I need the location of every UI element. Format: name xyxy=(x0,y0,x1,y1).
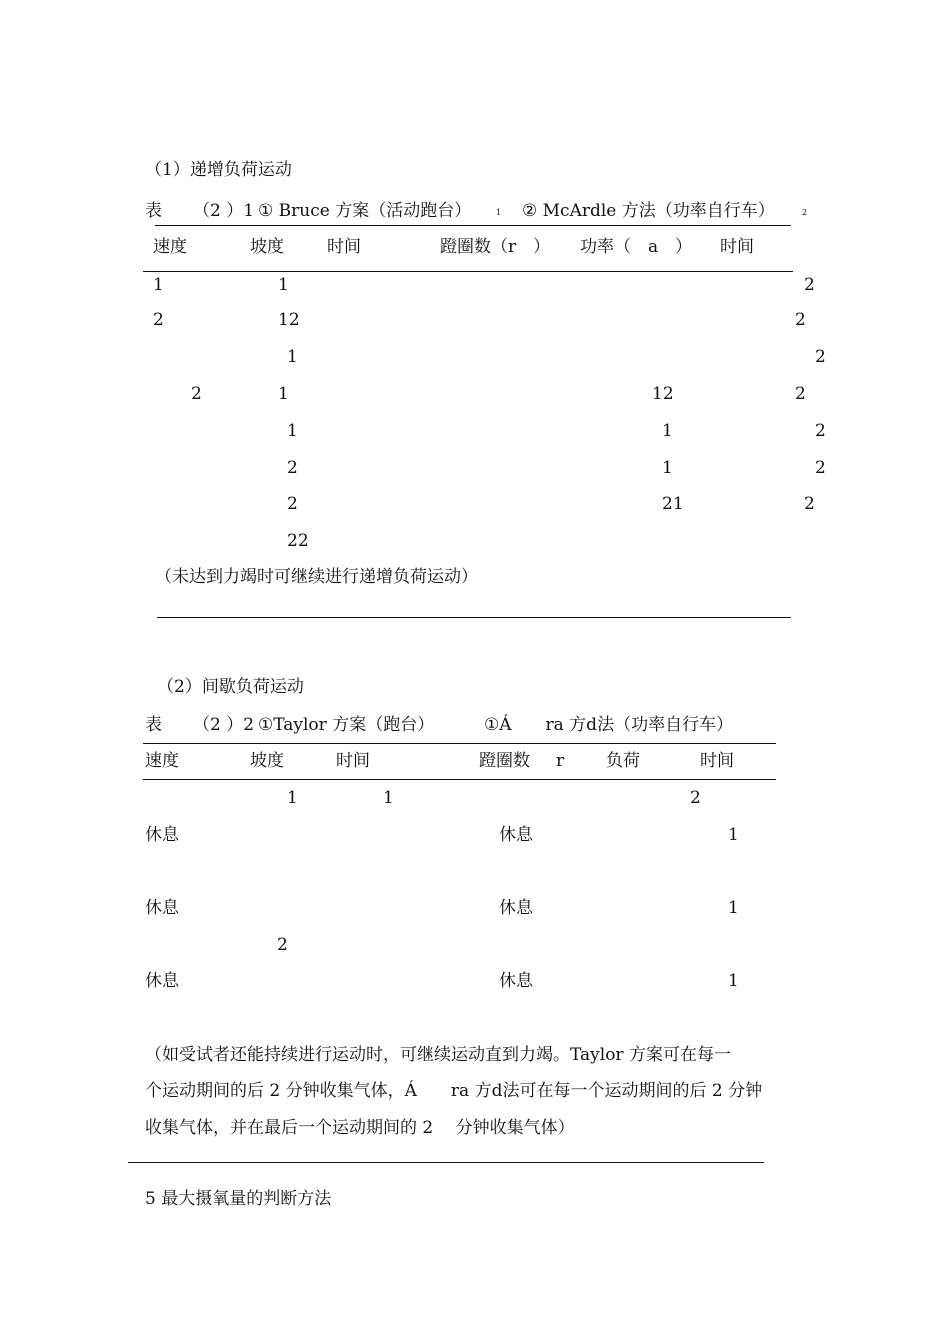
table1-caption-a: ① Bruce 方案（活动跑台） xyxy=(258,201,472,221)
table1-cell: 1 xyxy=(278,384,289,404)
table1-caption-prefix: 表 xyxy=(145,201,162,221)
table1-cell: 2 xyxy=(795,384,806,404)
table2-cell: 休息 xyxy=(145,825,179,845)
table2-caption-prefix: 表 xyxy=(145,715,162,735)
table1-cell: 12 xyxy=(652,384,674,404)
table1-note: （未达到力竭时可继续进行递增负荷运动） xyxy=(155,567,478,587)
section2-note-line: （如受试者还能持续进行运动时，可继续运动直到力竭。Taylor 方案可在每一 xyxy=(145,1045,731,1065)
table1-cell: 12 xyxy=(278,310,300,330)
table1-cell: 2 xyxy=(815,421,826,441)
table2-header-slope: 坡度 xyxy=(250,751,284,771)
section2-note-line: 个运动期间的后 2 分钟收集气体，Á ra 方d法可在每一个运动期间的后 2 分钟 xyxy=(145,1081,763,1101)
table2-header-time: 时间 xyxy=(336,751,370,771)
table1-bottom-rule xyxy=(157,617,791,618)
table1-cell: 2 xyxy=(287,458,298,478)
table1-caption-num: （2 ）1 xyxy=(193,201,255,221)
table1-cell: 22 xyxy=(287,531,309,551)
table2-caption-a: ①Taylor 方案（跑台） xyxy=(258,715,435,735)
table1-cell: 2 xyxy=(815,458,826,478)
table2-header-r: r xyxy=(556,751,565,771)
table1-cell: 1 xyxy=(287,421,298,441)
table1-caption-b: ② McArdle 方法（功率自行车） xyxy=(522,201,775,221)
table1-cell: 2 xyxy=(815,347,826,367)
section5-heading: 5 最大摄氧量的判断方法 xyxy=(145,1189,332,1209)
table2-caption-b: ①Á ra 方d法（功率自行车） xyxy=(484,715,734,735)
table2-cell: 2 xyxy=(690,788,701,808)
section2-note-line: 收集气体，并在最后一个运动期间的 2 分钟收集气体） xyxy=(145,1118,575,1138)
table2-header-time2: 时间 xyxy=(700,751,734,771)
table1-cell: 1 xyxy=(278,275,289,295)
table2-cell: 休息 xyxy=(145,898,179,918)
table1-header-slope: 坡度 xyxy=(250,237,284,257)
table1-cell: 2 xyxy=(804,494,815,514)
table1-header-revs: 蹬圈数（r ） xyxy=(440,237,551,257)
section2-heading: （2）间歇负荷运动 xyxy=(157,677,304,697)
table2-bottom-rule xyxy=(128,1162,764,1163)
table2-cell: 1 xyxy=(728,971,739,991)
table1-cell: 1 xyxy=(287,347,298,367)
table2-cell: 1 xyxy=(287,788,298,808)
table1-cell: 2 xyxy=(287,494,298,514)
table2-cell: 休息 xyxy=(145,971,179,991)
table1-cell: 2 xyxy=(795,310,806,330)
table1-header-time: 时间 xyxy=(327,237,361,257)
table1-caption-b-sup: 2 xyxy=(802,208,808,217)
table1-cell: 2 xyxy=(153,310,164,330)
table1-cell: 1 xyxy=(153,275,164,295)
table2-caption-num: （2 ）2 xyxy=(193,715,255,735)
table1-cell: 2 xyxy=(804,275,815,295)
section1-heading: （1）递增负荷运动 xyxy=(145,160,292,180)
table2-cell: 2 xyxy=(277,935,288,955)
table1-caption-a-sup: 1 xyxy=(496,208,502,217)
table2-cell: 休息 xyxy=(499,971,533,991)
table1-header-time2: 时间 xyxy=(720,237,754,257)
table1-cell: 2 xyxy=(191,384,202,404)
table1-cell: 1 xyxy=(662,421,673,441)
table2-top-rule xyxy=(143,743,776,744)
table1-cell: 21 xyxy=(662,494,684,514)
table1-header-rule xyxy=(143,271,793,272)
table2-header-speed: 速度 xyxy=(145,751,179,771)
table1-header-speed: 速度 xyxy=(153,237,187,257)
table1-top-rule xyxy=(155,225,791,226)
table2-cell: 1 xyxy=(728,898,739,918)
table2-cell: 休息 xyxy=(499,825,533,845)
table2-cell: 1 xyxy=(383,788,394,808)
table2-header-revs: 蹬圈数 xyxy=(479,751,530,771)
table1-header-power: 功率（ a ） xyxy=(580,237,693,257)
table2-cell: 1 xyxy=(728,825,739,845)
table1-cell: 1 xyxy=(662,458,673,478)
table2-cell: 休息 xyxy=(499,898,533,918)
table2-header-rule xyxy=(143,779,776,780)
table2-header-load: 负荷 xyxy=(606,751,640,771)
